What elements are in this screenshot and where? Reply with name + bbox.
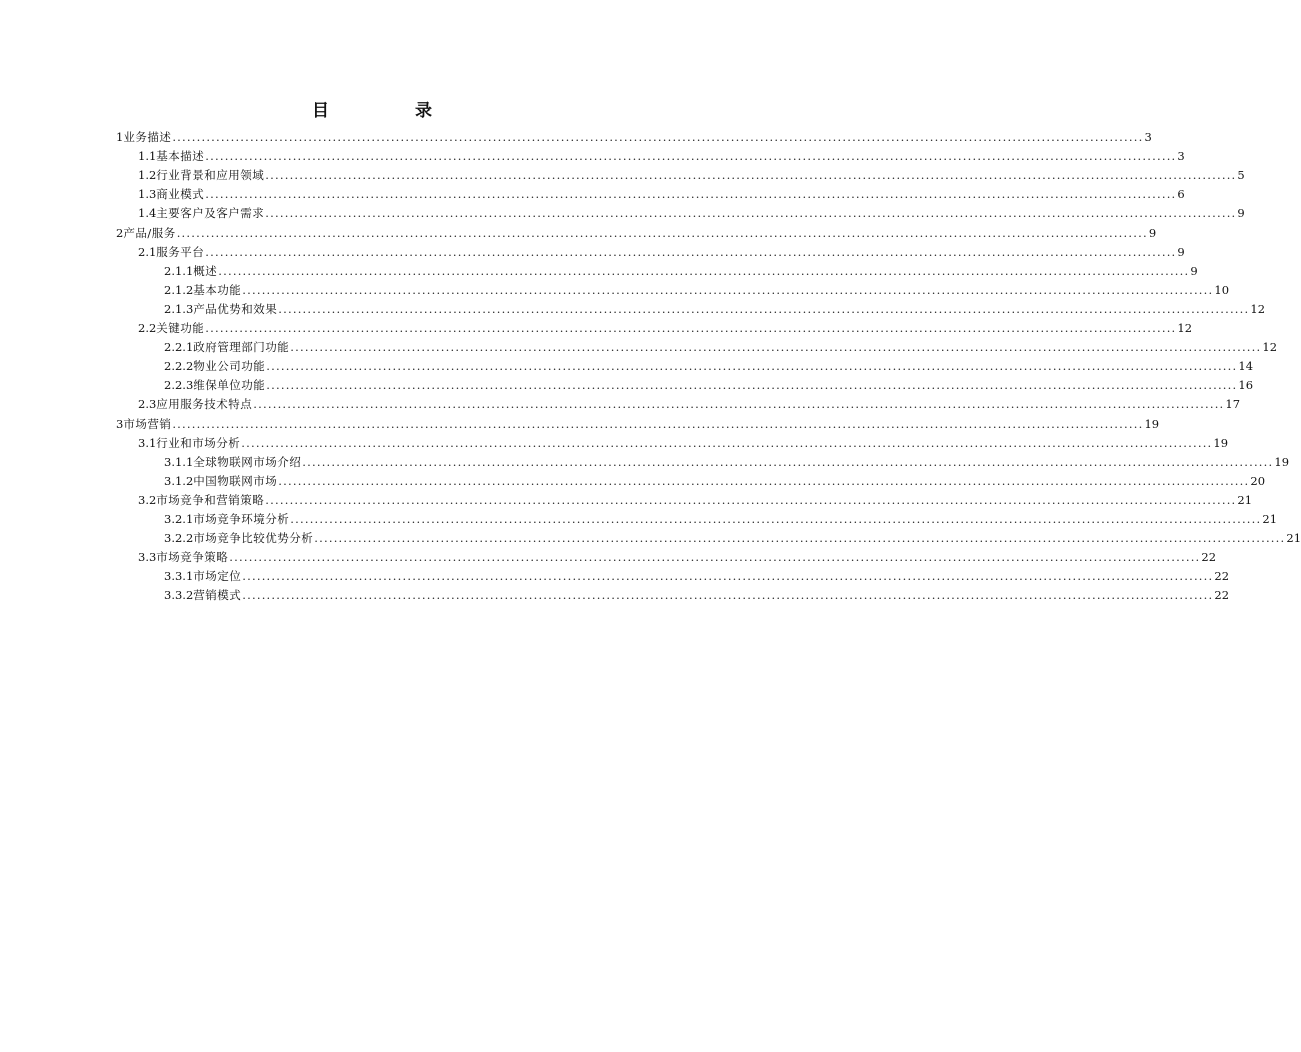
toc-entry[interactable]	[138, 147, 1185, 166]
toc-dot-leader: ........................................................................................................................................................................................................	[242, 569, 1214, 584]
toc-dot-leader: ........................................................................................................................................................................................................	[265, 492, 1237, 507]
toc-entry-number: 3.2.2	[164, 531, 194, 546]
toc-entry-number: 3.1	[138, 435, 157, 450]
toc-dot-leader: ........................................................................................................................................................................................................	[176, 225, 1148, 240]
toc-entry[interactable]	[164, 510, 1278, 529]
toc-entry-page-number: 6	[1177, 187, 1185, 202]
toc-entry[interactable]	[138, 204, 1245, 223]
toc-dot-leader: ........................................................................................................................................................................................................	[205, 149, 1177, 164]
toc-entry-label: 维保单位功能	[193, 378, 266, 393]
toc-entry-number: 3.1.1	[164, 454, 194, 469]
toc-entry-number: 1.3	[138, 187, 157, 202]
toc-entry[interactable]	[138, 166, 1245, 185]
toc-entry-number: 2.1.2	[164, 282, 194, 297]
toc-entry-label: 市场竞争策略	[156, 550, 229, 565]
toc-entry-label: 全球物联网市场介绍	[193, 454, 302, 469]
toc-entry-label: 应用服务技术特点	[156, 397, 253, 412]
toc-dot-leader: ........................................................................................................................................................................................................	[205, 187, 1177, 202]
toc-entry[interactable]	[164, 586, 1230, 605]
toc-entry[interactable]	[116, 224, 1157, 243]
toc-dot-leader: ........................................................................................................................................................................................................	[218, 263, 1190, 278]
toc-entry-label: 中国物联网市场	[193, 473, 278, 488]
toc-entry-label: 主要客户及客户需求	[156, 206, 265, 221]
toc-entry-page-number: 19	[1213, 435, 1229, 450]
toc-entry[interactable]	[164, 262, 1198, 281]
toc-entry-number: 3.2.1	[164, 512, 194, 526]
toc-entry[interactable]	[164, 529, 1301, 548]
title-char-2: 录	[415, 101, 432, 121]
toc-entry-page-number: 9	[1237, 206, 1245, 221]
toc-dot-leader: ........................................................................................................................................................................................................	[205, 244, 1177, 259]
toc-dot-leader: ........................................................................................................................................................................................................	[172, 416, 1144, 431]
toc-entry-label: 行业和市场分析	[156, 435, 241, 450]
toc-entry-page-number: 21	[1262, 512, 1278, 526]
toc-dot-leader: ........................................................................................................................................................................................................	[290, 512, 1262, 526]
toc-dot-leader: ........................................................................................................................................................................................................	[265, 168, 1237, 183]
toc-entry-page-number: 12	[1250, 301, 1266, 316]
toc-entry-page-number: 14	[1238, 359, 1254, 374]
toc-entry-page-number: 16	[1238, 378, 1254, 393]
toc-entry-number: 1.1	[138, 149, 157, 164]
toc-entry[interactable]	[164, 567, 1230, 586]
toc-dot-leader: ........................................................................................................................................................................................................	[242, 282, 1214, 297]
toc-entry-number: 2.2.2	[164, 359, 194, 374]
toc-dot-leader: ........................................................................................................................................................................................................	[278, 473, 1250, 488]
toc-entry-label: 市场竞争和营销策略	[156, 492, 265, 507]
toc-entry-number: 3.3.2	[164, 588, 194, 603]
toc-entry[interactable]	[116, 415, 1160, 434]
toc-dot-leader: ........................................................................................................................................................................................................	[172, 130, 1144, 144]
toc-entry[interactable]	[116, 128, 1152, 147]
toc-dot-leader: ........................................................................................................................................................................................................	[266, 359, 1238, 374]
toc-entry-number: 2	[116, 225, 124, 240]
toc-entry-number: 2.2.1	[164, 340, 194, 355]
toc-entry-label: 市场定位	[193, 569, 242, 584]
toc-entry-page-number: 22	[1201, 550, 1217, 565]
toc-entry-number: 1	[116, 130, 124, 144]
toc-entry-number: 2.3	[138, 397, 157, 412]
toc-entry-page-number: 3	[1144, 130, 1152, 144]
toc-entry[interactable]	[138, 185, 1185, 204]
toc-dot-leader: ........................................................................................................................................................................................................	[265, 206, 1237, 221]
toc-entry-page-number: 22	[1214, 569, 1230, 584]
toc-entry-label: 业务描述	[123, 130, 172, 144]
toc-entry-page-number: 9	[1190, 263, 1198, 278]
toc-entry-page-number: 5	[1237, 168, 1245, 183]
toc-entry-label: 服务平台	[156, 244, 205, 259]
toc-entry-number: 3.3.1	[164, 569, 194, 584]
toc-entry-page-number: 12	[1262, 340, 1278, 355]
toc-entry-label: 产品/服务	[123, 225, 176, 240]
toc-dot-leader: ........................................................................................................................................................................................................	[266, 378, 1238, 393]
toc-dot-leader: ........................................................................................................................................................................................................	[302, 454, 1274, 469]
toc-entry[interactable]	[164, 357, 1254, 376]
toc-dot-leader: ........................................................................................................................................................................................................	[229, 550, 1201, 565]
toc-entry-label: 营销模式	[193, 588, 242, 603]
toc-dot-leader: ........................................................................................................................................................................................................	[241, 435, 1213, 450]
toc-entry-number: 2.1.1	[164, 263, 194, 278]
toc-entry-page-number: 19	[1144, 416, 1160, 431]
toc-entry[interactable]	[164, 376, 1254, 395]
toc-entry[interactable]	[138, 243, 1185, 262]
title-char-1: 目	[312, 101, 329, 121]
toc-entry[interactable]	[164, 300, 1266, 319]
toc-dot-leader: ........................................................................................................................................................................................................	[205, 321, 1177, 335]
toc-entry-page-number: 9	[1148, 225, 1157, 240]
toc-entry-label: 基本功能	[193, 282, 242, 297]
toc-dot-leader: ........................................................................................................................................................................................................	[253, 397, 1225, 412]
toc-entry-number: 1.2	[138, 168, 157, 183]
toc-entry-page-number: 9	[1177, 244, 1185, 259]
toc-entry-page-number: 19	[1274, 454, 1290, 469]
toc-dot-leader: ........................................................................................................................................................................................................	[242, 588, 1214, 603]
toc-dot-leader: ........................................................................................................................................................................................................	[314, 531, 1286, 546]
toc-entry-number: 3.3	[138, 550, 157, 565]
toc-entry[interactable]	[164, 281, 1230, 300]
toc-entry[interactable]	[164, 453, 1290, 472]
toc-entry-label: 政府管理部门功能	[193, 340, 290, 355]
toc-entry-label: 行业背景和应用领域	[156, 168, 265, 183]
toc-entry-number: 3	[116, 416, 124, 431]
toc-entry[interactable]	[164, 338, 1278, 357]
toc-entry-number: 2.1.3	[164, 301, 194, 316]
toc-dot-leader: ........................................................................................................................................................................................................	[290, 340, 1262, 355]
toc-entry-number: 2.2.3	[164, 378, 194, 393]
toc-entry-page-number: 21	[1286, 531, 1301, 546]
toc-entry-label: 产品优势和效果	[193, 301, 278, 316]
toc-entry[interactable]	[138, 491, 1253, 510]
toc-entry-label: 基本描述	[156, 149, 205, 164]
toc-entry-number: 2.2	[138, 321, 157, 335]
toc-entry-label: 关键功能	[156, 321, 205, 335]
toc-entry-page-number: 12	[1177, 321, 1193, 335]
toc-entry-number: 3.2	[138, 492, 157, 507]
toc-entry-label: 物业公司功能	[193, 359, 266, 374]
toc-entry-page-number: 10	[1214, 282, 1230, 297]
toc-entry-label: 市场营销	[123, 416, 172, 431]
toc-entry-page-number: 22	[1214, 588, 1230, 603]
toc-entry[interactable]	[164, 472, 1266, 491]
toc-entry-page-number: 20	[1250, 473, 1266, 488]
toc-entry-number: 1.4	[138, 206, 157, 221]
toc-entry[interactable]	[138, 319, 1193, 338]
toc-entry[interactable]	[138, 548, 1217, 567]
toc-entry-page-number: 21	[1237, 492, 1253, 507]
toc-entry-label: 市场竞争环境分析	[193, 512, 290, 526]
toc-entry-number: 3.1.2	[164, 473, 194, 488]
toc-entry-page-number: 17	[1225, 397, 1241, 412]
toc-dot-leader: ........................................................................................................................................................................................................	[278, 301, 1250, 316]
toc-entry-label: 概述	[193, 263, 218, 278]
toc-entry[interactable]	[138, 395, 1241, 414]
toc-entry-page-number: 3	[1177, 149, 1185, 164]
toc-entry-label: 市场竞争比较优势分析	[193, 531, 314, 546]
toc-entry-label: 商业模式	[156, 187, 205, 202]
toc-entry-number: 2.1	[138, 244, 157, 259]
page-title	[0, 96, 744, 121]
toc-entry[interactable]	[138, 434, 1229, 453]
